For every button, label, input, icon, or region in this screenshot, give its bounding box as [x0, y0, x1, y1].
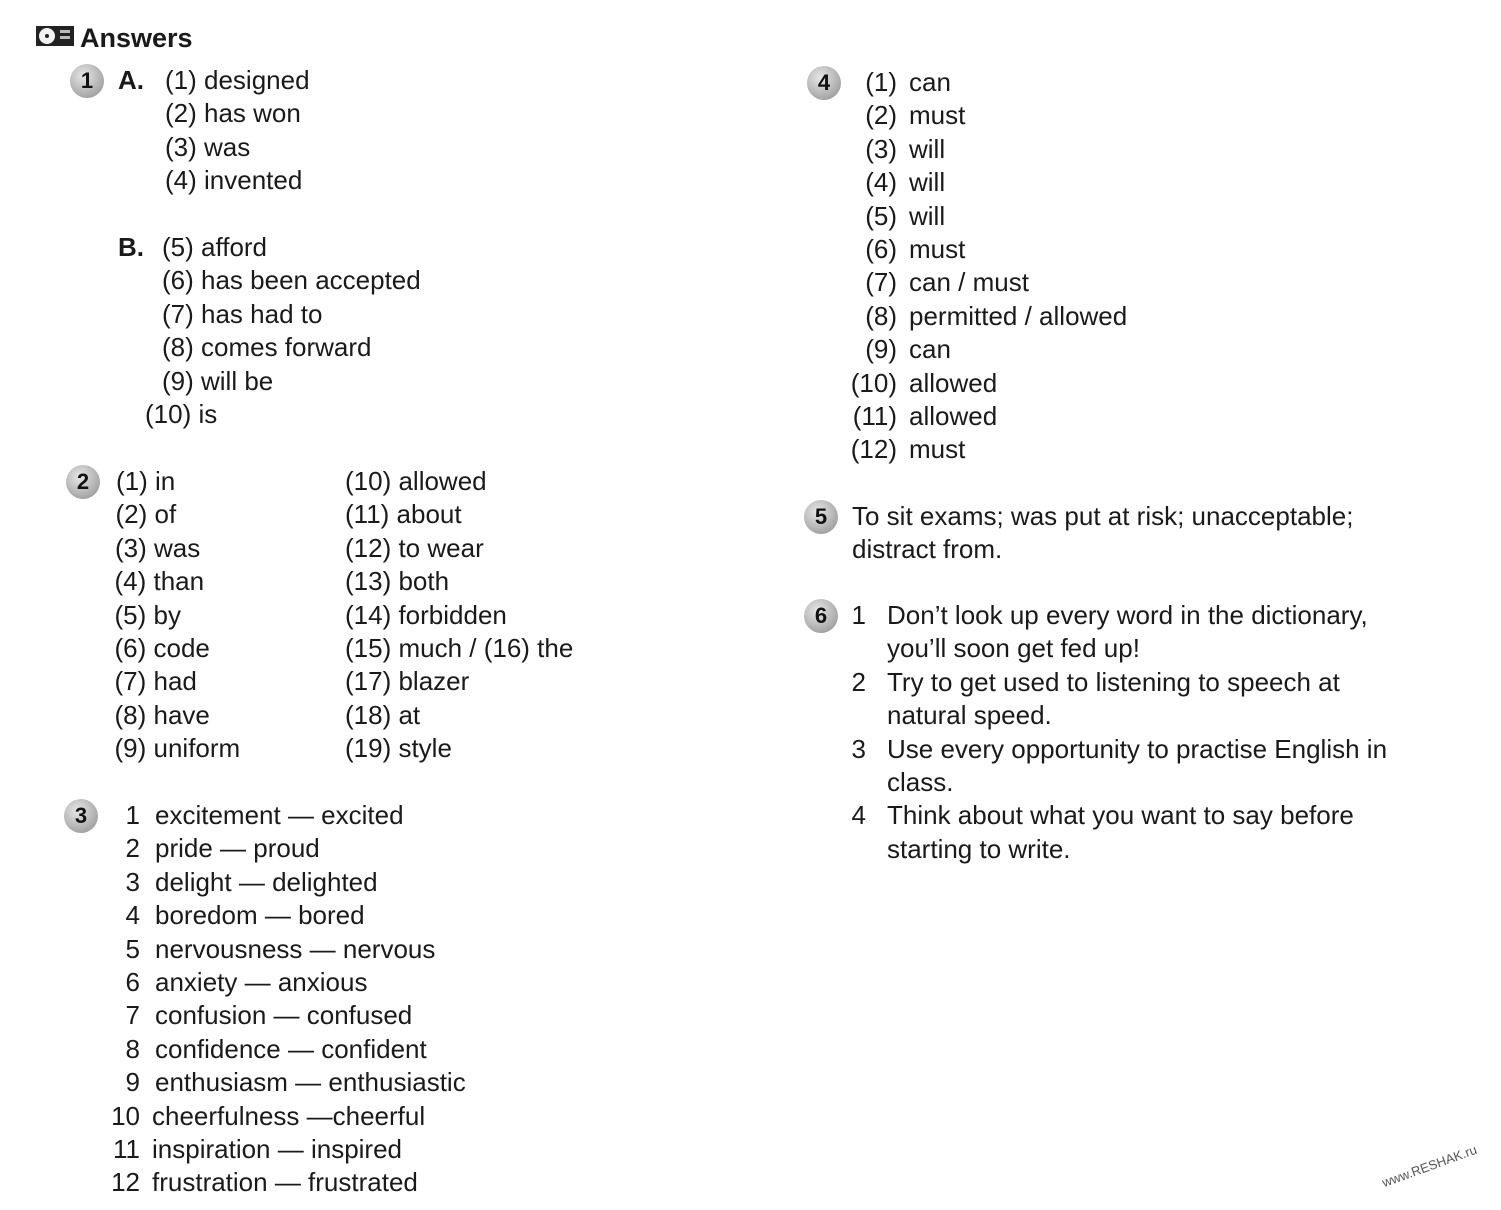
section-5-line-2: distract from.	[852, 534, 1003, 564]
item-number: 6	[125, 967, 140, 997]
section-1a-label: A.	[118, 65, 144, 95]
answer-item: (2) of	[115, 499, 177, 530]
cd-icon	[36, 26, 74, 46]
item-number: (5)	[865, 200, 897, 231]
item-number: 8	[125, 1033, 140, 1064]
item-number: (11)	[852, 401, 897, 431]
item-number: 3	[125, 866, 140, 897]
answer-item: (6) has been accepted	[162, 265, 421, 296]
answer-text: class.	[887, 767, 954, 797]
answer-text: anxiety — anxious	[155, 967, 368, 997]
answer-item: (1) designed	[165, 65, 310, 95]
item-number: 2	[125, 833, 140, 864]
answer-text: enthusiasm — enthusiastic	[155, 1067, 466, 1098]
answer-text: nervousness — nervous	[155, 933, 436, 964]
answer-text: permitted / allowed	[909, 300, 1128, 331]
answer-text: frustration — frustrated	[152, 1167, 418, 1198]
answer-item: (4) than	[114, 566, 205, 597]
item-number: 3	[851, 733, 866, 764]
watermark: www.RESHAK.ru	[1380, 1141, 1479, 1191]
answer-text: must	[909, 234, 966, 264]
section-1b-label: B.	[118, 232, 144, 262]
answer-text: will	[909, 133, 946, 164]
answer-item: (5) by	[114, 599, 181, 630]
answer-text: inspiration — inspired	[152, 1134, 403, 1164]
section-2-badge: 2	[66, 465, 100, 499]
answer-item: (10) is	[145, 399, 218, 429]
answer-item: (1) in	[116, 466, 176, 496]
item-number: (6)	[865, 234, 897, 264]
answer-item: (6) code	[114, 633, 210, 663]
item-number: (7)	[865, 267, 897, 298]
answer-item: (2) has won	[165, 98, 301, 129]
item-number: (2)	[865, 100, 897, 131]
item-number: 7	[125, 1000, 140, 1031]
section-4-badge: 4	[807, 66, 841, 100]
answer-item: (17) blazer	[345, 666, 470, 697]
section-1-badge: 1	[70, 64, 104, 98]
item-number: (4)	[865, 167, 897, 198]
answer-item: (10) allowed	[345, 466, 487, 496]
answer-text: must	[909, 100, 966, 131]
answer-text: Don’t look up every word in the dictionary,	[887, 600, 1368, 630]
answer-text: you’ll soon get fed up!	[887, 633, 1140, 664]
answer-text: can	[909, 334, 951, 365]
answer-item: (4) invented	[165, 165, 303, 196]
item-number: 1	[125, 800, 140, 830]
answer-item: (3) was	[165, 131, 251, 162]
answer-item: (9) uniform	[114, 733, 241, 764]
section-5-line-1: To sit exams; was put at risk; unacceptable;	[852, 501, 1354, 531]
item-number: 4	[851, 800, 866, 831]
item-number: 9	[125, 1067, 140, 1098]
answer-item: (3) was	[115, 532, 201, 563]
item-number: (8)	[865, 300, 897, 331]
answer-item: (19) style	[345, 733, 452, 764]
item-number: (9)	[865, 334, 897, 365]
item-number: (3)	[865, 133, 897, 164]
answer-text: will	[909, 200, 946, 231]
item-number: 11	[113, 1134, 140, 1164]
answer-text: excitement — excited	[155, 800, 404, 830]
item-number: 5	[125, 933, 140, 964]
answer-item: (12) to wear	[345, 532, 484, 563]
answer-text: must	[909, 434, 966, 465]
section-6-badge: 6	[804, 599, 838, 633]
answer-item: (14) forbidden	[345, 599, 507, 630]
answer-item: (11) about	[345, 499, 462, 530]
answer-text: Use every opportunity to practise English in	[887, 733, 1388, 764]
answer-item: (15) much / (16) the	[345, 633, 574, 663]
answer-text: allowed	[909, 367, 998, 398]
answer-text: will	[909, 167, 946, 198]
answer-text: delight — delighted	[155, 866, 378, 897]
item-number: 2	[851, 666, 866, 697]
answer-item: (7) had	[114, 666, 197, 697]
answer-text: boredom — bored	[155, 900, 365, 931]
answer-text: confidence — confident	[155, 1033, 427, 1064]
answer-item: (9) will be	[162, 365, 274, 396]
answer-item: (13) both	[345, 566, 450, 597]
answer-text: natural speed.	[887, 700, 1052, 731]
answer-text: allowed	[909, 401, 998, 431]
answer-item: (5) afford	[162, 232, 268, 262]
item-number: 1	[851, 600, 866, 630]
section-5-badge: 5	[804, 500, 838, 534]
item-number: 4	[125, 900, 140, 931]
item-number: 10	[111, 1100, 140, 1131]
item-number: 12	[111, 1167, 140, 1198]
answer-item: (7) has had to	[162, 298, 323, 329]
item-number: (10)	[850, 367, 897, 398]
answer-text: Think about what you want to say before	[887, 800, 1354, 831]
answer-item: (8) have	[114, 699, 210, 730]
section-3-badge: 3	[64, 799, 98, 833]
answer-text: can	[909, 67, 951, 97]
item-number: (1)	[865, 67, 897, 97]
item-number: (12)	[850, 434, 897, 465]
answer-text: cheerfulness —cheerful	[152, 1100, 426, 1131]
answer-text: can / must	[909, 267, 1029, 298]
page-title: Answers	[80, 23, 193, 53]
answer-text: Try to get used to listening to speech at	[887, 666, 1340, 697]
answer-item: (18) at	[345, 699, 421, 730]
answer-text: pride — proud	[155, 833, 320, 864]
answer-item: (8) comes forward	[162, 332, 372, 363]
answer-text: confusion — confused	[155, 1000, 413, 1031]
answer-text: starting to write.	[887, 833, 1071, 864]
